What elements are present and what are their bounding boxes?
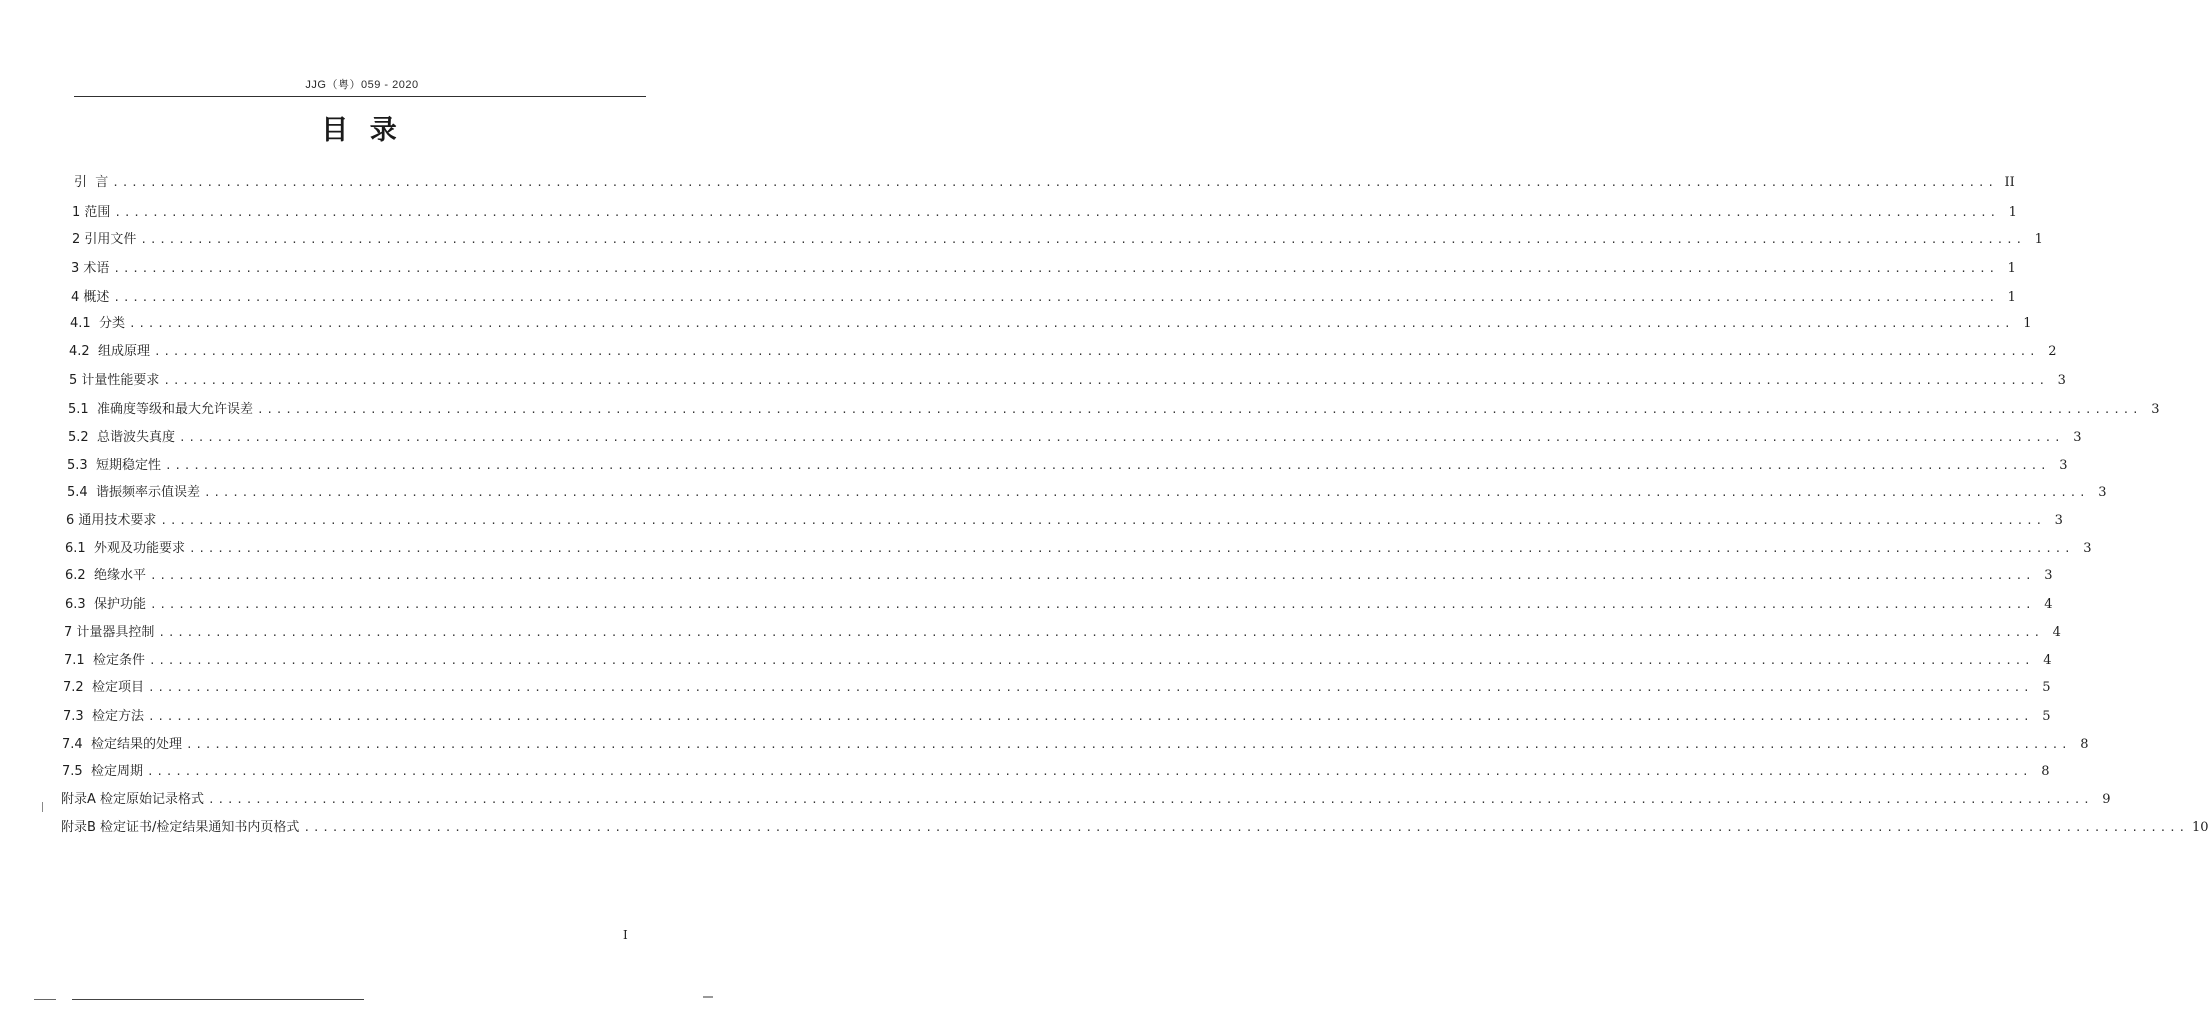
toc-dot-leader: ........................................................................................................................................................................................................ (188, 542, 2074, 555)
standard-code-header: JJG（粤）059 - 2020 (305, 79, 419, 91)
toc-entry (71, 286, 2016, 310)
footer-tick (34, 999, 56, 1000)
toc-entry-page: 5 (2042, 680, 2051, 695)
toc-entry-page: 8 (2080, 737, 2089, 752)
toc-entry (63, 676, 2051, 700)
toc-entry-label: 6.1 外观及功能要求 (65, 541, 185, 556)
toc-dot-leader: ........................................................................................................................................................................................................ (113, 262, 1998, 275)
page-title: 目 录 (321, 115, 403, 146)
toc-dot-leader: ........................................................................................................................................................................................................ (256, 403, 2142, 416)
toc-entry (65, 593, 2053, 617)
toc-dot-leader: ........................................................................................................................................................................................................ (112, 176, 1997, 189)
toc-entry (74, 171, 2015, 195)
toc-dot-leader: ........................................................................................................................................................................................................ (203, 486, 2089, 499)
toc-dot-leader: ........................................................................................................................................................................................................ (153, 345, 2039, 358)
toc-entry-label: 2 引用文件 (72, 232, 137, 247)
page-number: I (623, 928, 628, 942)
toc-dot-leader: ........................................................................................................................................................................................................ (149, 569, 2035, 582)
toc-entry-page: 3 (2044, 568, 2053, 583)
toc-entry-label: 7.3 检定方法 (63, 709, 144, 724)
toc-entry-label: 4 概述 (71, 290, 110, 305)
toc-entry-page: 3 (2098, 485, 2107, 500)
toc-entry-label: 6.2 绝缘水平 (65, 568, 146, 583)
toc-entry (69, 369, 2066, 393)
header-rule (74, 96, 646, 97)
toc-entry (70, 312, 2032, 336)
toc-entry-label: 7.2 检定项目 (63, 680, 144, 695)
toc-entry-label: 附录A 检定原始记录格式 (61, 792, 205, 807)
toc-dot-leader: ........................................................................................................................................................................................................ (164, 459, 2050, 472)
toc-dot-leader: ........................................................................................................................................................................................................ (114, 206, 1999, 219)
toc-entry-page: 1 (2008, 205, 2017, 220)
toc-entry-label: 5.1 准确度等级和最大允许误差 (68, 402, 253, 417)
toc-dot-leader: ........................................................................................................................................................................................................ (146, 765, 2032, 778)
toc-entry-page: 3 (2083, 541, 2092, 556)
toc-entry-page: 4 (2043, 653, 2052, 668)
toc-entry (62, 760, 2050, 784)
toc-entry (62, 733, 2089, 757)
toc-entry-page: 10 (2191, 820, 2209, 835)
toc-dot-leader: ........................................................................................................................................................................................................ (147, 681, 2033, 694)
toc-entry (64, 621, 2061, 645)
toc-entry-label: 5.2 总谐波失真度 (68, 430, 175, 445)
toc-entry-page: 5 (2042, 709, 2051, 724)
toc-entry-label: 1 范围 (72, 205, 111, 220)
toc-entry-page: 4 (2044, 597, 2053, 612)
toc-entry-page: 1 (2007, 261, 2016, 276)
toc-entry-page: 3 (2151, 402, 2160, 417)
toc-dot-leader: ........................................................................................................................................................................................................ (208, 793, 2093, 806)
toc-entry-page: 2 (2048, 344, 2057, 359)
toc-entry (67, 481, 2107, 505)
toc-dot-leader: ........................................................................................................................................................................................................ (140, 233, 2025, 246)
toc-entry (68, 398, 2160, 422)
toc-entry (71, 257, 2016, 281)
toc-entry-label: 5.4 谐振频率示值误差 (67, 485, 200, 500)
toc-entry (64, 649, 2052, 673)
toc-entry-page: 1 (2007, 290, 2016, 305)
toc-entry (65, 564, 2053, 588)
toc-entry-page: 8 (2041, 764, 2050, 779)
toc-entry (69, 340, 2057, 364)
toc-entry-label: 6.3 保护功能 (65, 597, 146, 612)
toc-entry-page: 3 (2059, 458, 2068, 473)
toc-dot-leader: ........................................................................................................................................................................................................ (128, 317, 2014, 330)
toc-entry-label: 附录B 检定证书/检定结果通知书内页格式 (61, 820, 300, 835)
toc-entry (67, 454, 2068, 478)
toc-entry (61, 816, 2209, 840)
toc-entry-page: 3 (2054, 513, 2063, 528)
toc-entry-page: 3 (2057, 373, 2066, 388)
toc-entry-label: 5.3 短期稳定性 (67, 458, 161, 473)
toc-entry (72, 201, 2017, 225)
toc-entry-label: 7.5 检定周期 (62, 764, 143, 779)
toc-entry (68, 426, 2082, 450)
toc-dot-leader: ........................................................................................................................................................................................................ (178, 431, 2064, 444)
toc-dot-leader: ........................................................................................................................................................................................................ (160, 514, 2045, 527)
toc-entry (66, 509, 2063, 533)
toc-entry-label: 7.1 检定条件 (64, 653, 145, 668)
toc-entry (72, 228, 2043, 252)
toc-entry-label: 4.2 组成原理 (69, 344, 150, 359)
toc-entry-label: 7 计量器具控制 (64, 625, 155, 640)
edge-mark (703, 996, 713, 998)
toc-entry-label: 4.1 分类 (70, 316, 125, 331)
toc-entry-page: 3 (2073, 430, 2082, 445)
margin-mark (42, 802, 43, 812)
toc-dot-leader: ........................................................................................................................................................................................................ (148, 654, 2034, 667)
toc-dot-leader: ........................................................................................................................................................................................................ (158, 626, 2043, 639)
toc-entry-page: 4 (2052, 625, 2061, 640)
toc-dot-leader: ........................................................................................................................................................................................................ (149, 598, 2035, 611)
toc-entry-label: 7.4 检定结果的处理 (62, 737, 182, 752)
toc-entry-page: 1 (2034, 232, 2043, 247)
toc-dot-leader: ........................................................................................................................................................................................................ (113, 291, 1998, 304)
toc-entry-label: 6 通用技术要求 (66, 513, 157, 528)
toc-entry-label: 5 计量性能要求 (69, 373, 160, 388)
toc-dot-leader: ........................................................................................................................................................................................................ (185, 738, 2071, 751)
toc-dot-leader: ........................................................................................................................................................................................................ (303, 821, 2188, 834)
toc-entry (61, 788, 2111, 812)
toc-entry-page: 1 (2023, 316, 2032, 331)
toc-entry-page: II (2004, 175, 2015, 190)
toc-dot-leader: ........................................................................................................................................................................................................ (147, 710, 2033, 723)
toc-entry-label: 3 术语 (71, 261, 110, 276)
toc-entry (63, 705, 2051, 729)
toc-dot-leader: ........................................................................................................................................................................................................ (163, 374, 2048, 387)
toc-entry-page: 9 (2102, 792, 2111, 807)
toc-entry (65, 537, 2092, 561)
toc-entry-label: 引 言 (74, 175, 109, 190)
footer-rule (72, 999, 364, 1000)
